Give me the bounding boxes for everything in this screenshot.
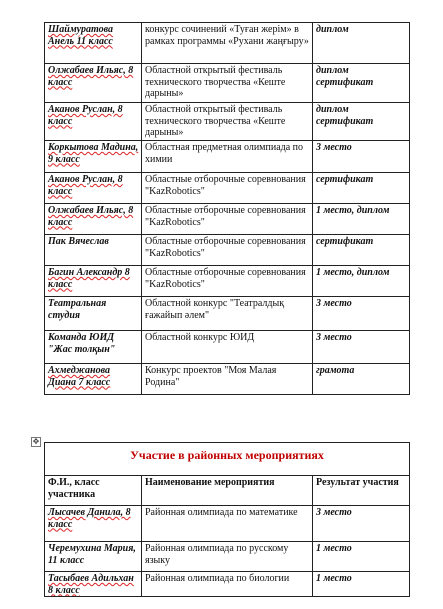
result-cell: 3 место [313, 297, 410, 331]
table-row [45, 23, 410, 64]
participant-cell: Олжабаев Ильяс, 8 класс [45, 204, 142, 235]
table-row [45, 64, 410, 103]
result-cell: 3 место [313, 141, 410, 173]
participant-cell: Команда ЮИД "Жас толқын" [45, 331, 142, 364]
table-row [45, 266, 410, 297]
column-header-event: Наименование мероприятия [142, 476, 313, 506]
participant-cell: Черемухина Мария, 11 класс [45, 542, 142, 572]
table-row [45, 506, 410, 542]
event-cell: Областной конкурс ЮИД [142, 331, 313, 364]
result-cell: 3 место [313, 331, 410, 364]
table-row [45, 542, 410, 572]
result-cell: 3 место [313, 506, 410, 542]
participant-cell: Лысачев Данила, 8 класс [45, 506, 142, 542]
table-row [45, 173, 410, 204]
event-cell: Районная олимпиада по русскому языку [142, 542, 313, 572]
event-cell: Областной открытый фестиваль технического творчества «Кеште дарыны» [142, 64, 313, 103]
event-cell: конкурс сочинений «Туған жерім» в рамках программы «Рухани жаңғыру» [142, 23, 313, 64]
event-cell: Областной открытый фестиваль технического творчества «Кеште дарыны» [142, 103, 313, 141]
participant-cell: Багин Александр 8 класс [45, 266, 142, 297]
awards-district-table [44, 442, 410, 597]
result-cell: сертификат [313, 235, 410, 266]
column-header-participant: Ф.И., класс участника [45, 476, 142, 506]
participant-cell: Аканов Руслан, 8 класс [45, 173, 142, 204]
column-header-result: Результат участия [313, 476, 410, 506]
table-row [45, 204, 410, 235]
table-header-row [45, 476, 410, 506]
result-cell: сертификат [313, 173, 410, 204]
event-cell: Областные отборочные соревнования "KazRobotics" [142, 235, 313, 266]
event-cell: Областные отборочные соревнования "KazRobotics" [142, 173, 313, 204]
event-cell: Районная олимпиада по биологии [142, 572, 313, 597]
table-row [45, 235, 410, 266]
participant-cell: Пак Вячеслав [45, 235, 142, 266]
table-body [45, 23, 410, 395]
result-cell: 1 место, диплом [313, 266, 410, 297]
table-row [45, 572, 410, 597]
table-row [45, 297, 410, 331]
event-cell: Областной конкурс "Театралдық ғажайып әлем" [142, 297, 313, 331]
result-cell: диплом сертификат [313, 64, 410, 103]
table-row [45, 331, 410, 364]
result-cell: грамота [313, 364, 410, 395]
table-title-row [45, 443, 410, 476]
participant-cell: Театральная студия [45, 297, 142, 331]
event-cell: Областные отборочные соревнования "KazRobotics" [142, 266, 313, 297]
table-row [45, 364, 410, 395]
participant-cell: Ахмеджанова Диана 7 класс [45, 364, 142, 395]
participant-cell: Коркытова Мадина, 9 класс [45, 141, 142, 173]
awards-regional-table [44, 22, 410, 395]
event-cell: Конкурс проектов "Моя Малая Родина" [142, 364, 313, 395]
move-cross-icon[interactable]: ✥ [32, 437, 40, 446]
participant-cell: Шаймуратова Анель 11 класс [45, 23, 142, 64]
result-cell: 1 место [313, 572, 410, 597]
result-cell: 1 место [313, 542, 410, 572]
table-body [45, 443, 410, 597]
table-row [45, 103, 410, 141]
result-cell: диплом [313, 23, 410, 64]
result-cell: 1 место, диплом [313, 204, 410, 235]
table-title: Участие в районных мероприятиях [45, 443, 410, 476]
event-cell: Областная предметная олимпиада по химии [142, 141, 313, 173]
table-row [45, 141, 410, 173]
participant-cell: Аканов Руслан, 8 класс [45, 103, 142, 141]
result-cell: диплом сертификат [313, 103, 410, 141]
participant-cell: Тасыбаев Адильхан 8 класс [45, 572, 142, 597]
participant-cell: Олжабаев Ильяс, 8 класс [45, 64, 142, 103]
event-cell: Районная олимпиада по математике [142, 506, 313, 542]
event-cell: Областные отборочные соревнования "KazRobotics" [142, 204, 313, 235]
